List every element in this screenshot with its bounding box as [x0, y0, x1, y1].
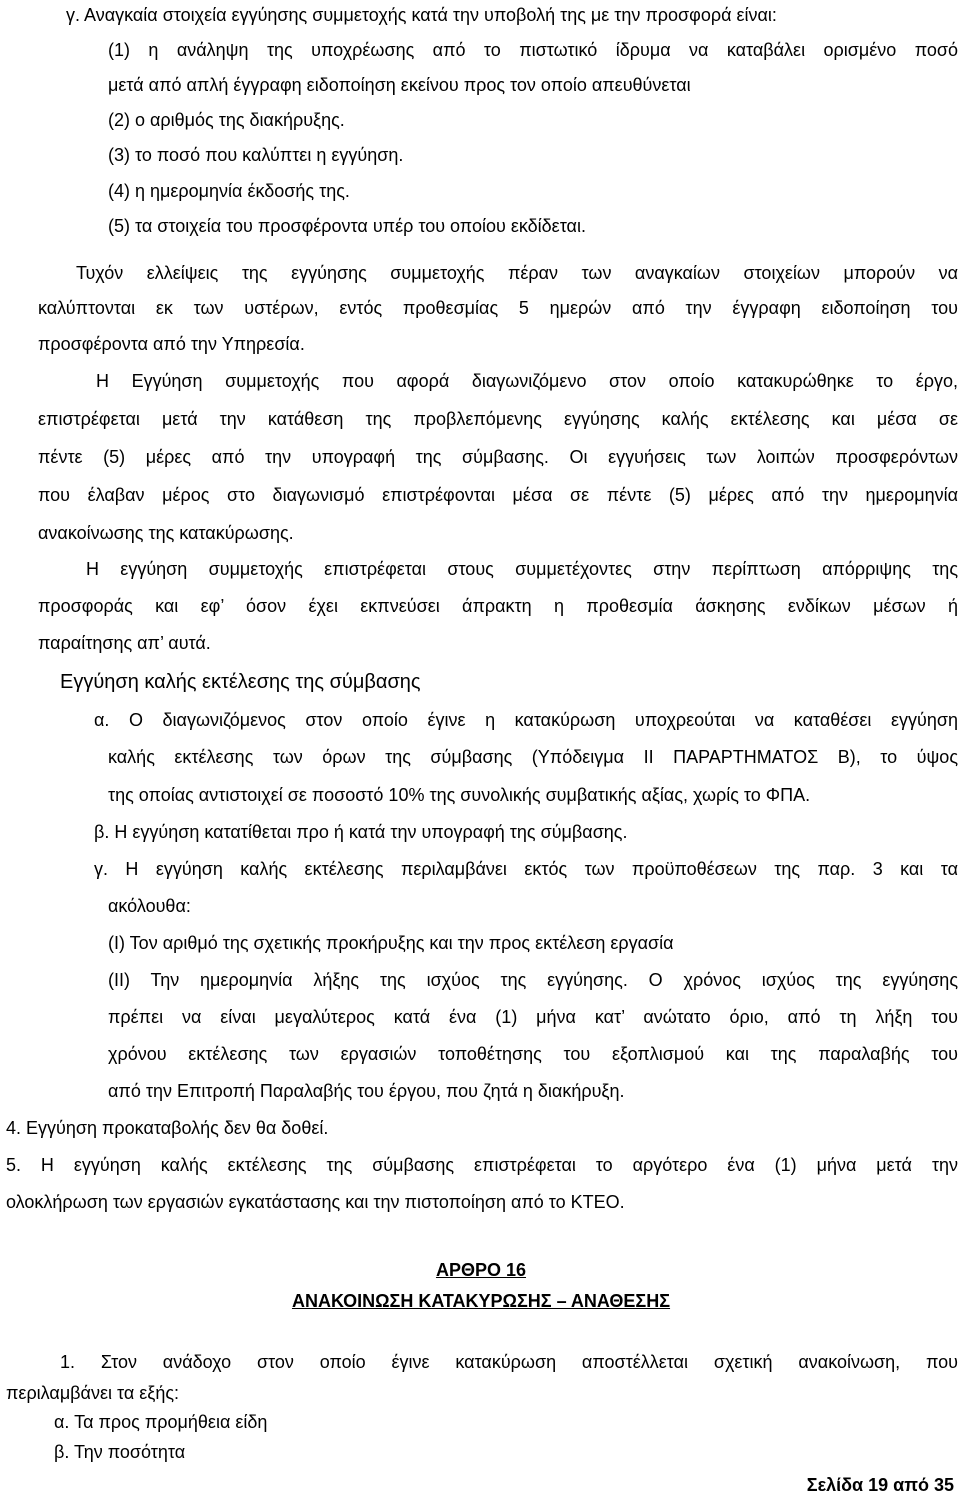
- text-line: (5) τα στοιχεία του προσφέροντα υπέρ του οποίου εκδίδεται.: [108, 216, 586, 236]
- text-line: προσφοράς και εφ’ όσον έχει εκπνεύσει άπρακτη η προθεσμία άσκησης ενδίκων μέσων ή: [38, 596, 958, 616]
- list-item: β. Την ποσότητα: [54, 1442, 186, 1462]
- text-line: 5. Η εγγύηση καλής εκτέλεσης της σύμβασης επιστρέφεται το αργότερο ένα (1) μήνα μετά την: [6, 1155, 958, 1175]
- text-line: (3) το ποσό που καλύπτει η εγγύηση.: [108, 145, 404, 165]
- list-item: α. Τα προς προμήθεια είδη: [54, 1412, 268, 1432]
- article-number: ΑΡΘΡΟ 16: [435, 1260, 527, 1280]
- text-line: (ΙΙ) Την ημερομηνία λήξης της ισχύος της εγγύησης. Ο χρόνος ισχύος της εγγύησης: [108, 970, 958, 990]
- text-line: από την Επιτροπή Παραλαβής του έργου, που ζητά η διακήρυξη.: [108, 1081, 625, 1101]
- text-line: ακόλουθα:: [108, 896, 191, 916]
- section-heading: Εγγύηση καλής εκτέλεσης της σύμβασης: [60, 671, 421, 693]
- text-line: περιλαμβάνει τα εξής:: [6, 1383, 180, 1403]
- text-line: γ. Αναγκαία στοιχεία εγγύησης συμμετοχής κατά την υποβολή της με την προσφορά είναι:: [66, 5, 777, 25]
- text-line: β. Η εγγύηση κατατίθεται προ ή κατά την υπογραφή της σύμβασης.: [94, 822, 628, 842]
- text-line: ολοκλήρωση των εργασιών εγκατάστασης και την πιστοποίηση από το ΚΤΕΟ.: [6, 1192, 625, 1212]
- text-line: (2) ο αριθμός της διακήρυξης.: [108, 110, 345, 130]
- text-line: της οποίας αντιστοιχεί σε ποσοστό 10% της συνολικής συμβατικής αξίας, χωρίς το ΦΠΑ.: [108, 785, 811, 805]
- text-line: πρέπει να είναι μεγαλύτερος κατά ένα (1) μήνα κατ’ ανώτατο όριο, από τη λήξη του: [108, 1007, 958, 1027]
- article-title: ΑΝΑΚΟΙΝΩΣΗ ΚΑΤΑΚΥΡΩΣΗΣ – ΑΝΑΘΕΣΗΣ: [291, 1291, 671, 1311]
- text-line: μετά από απλή έγγραφη ειδοποίηση εκείνου προς τον οποίο απευθύνεται: [108, 75, 691, 95]
- text-line: Η εγγύηση συμμετοχής επιστρέφεται στους συμμετέχοντες στην περίπτωση απόρριψης της: [86, 559, 958, 579]
- text-line: χρόνου εκτέλεσης των εργασιών τοποθέτησης του εξοπλισμού και της παραλαβής του: [108, 1044, 958, 1064]
- text-line: 4. Εγγύηση προκαταβολής δεν θα δοθεί.: [6, 1118, 329, 1138]
- text-line: (1) η ανάληψη της υποχρέωσης από το πιστωτικό ίδρυμα να καταβάλει ορισμένο ποσό: [108, 40, 958, 60]
- page-number: Σελίδα 19 από 35: [806, 1475, 954, 1495]
- text-line: ανακοίνωσης της κατακύρωσης.: [38, 523, 294, 543]
- text-line: επιστρέφεται μετά την κατάθεση της προβλεπόμενης εγγύησης καλής εκτέλεσης και μέσα σε: [38, 409, 958, 429]
- text-line: γ. Η εγγύηση καλής εκτέλεσης περιλαμβάνει εκτός των προϋποθέσεων της παρ. 3 και τα: [94, 859, 958, 879]
- text-line: καλύπτονται εκ των υστέρων, εντός προθεσμίας 5 ημερών από την έγγραφη ειδοποίηση του: [38, 298, 958, 318]
- text-line: προσφέροντα από την Υπηρεσία.: [38, 334, 305, 354]
- text-line: που έλαβαν μέρος στο διαγωνισμό επιστρέφονται μέσα σε πέντε (5) μέρες από την ημερομηνία: [38, 485, 958, 505]
- text-line: (Ι) Τον αριθμό της σχετικής προκήρυξης και την προς εκτέλεση εργασία: [108, 933, 674, 953]
- text-line: (4) η ημερομηνία έκδοσής της.: [108, 181, 350, 201]
- text-line: α. Ο διαγωνιζόμενος στον οποίο έγινε η κατακύρωση υποχρεούται να καταθέσει εγγύηση: [94, 710, 958, 730]
- text-line: πέντε (5) μέρες από την υπογραφή της σύμβασης. Οι εγγυήσεις των λοιπών προσφερόντων: [38, 447, 958, 467]
- text-line: παραίτησης απ’ αυτά.: [38, 633, 211, 653]
- text-line: Η Εγγύηση συμμετοχής που αφορά διαγωνιζόμενο στον οποίο κατακυρώθηκε το έργο,: [96, 371, 958, 391]
- text-line: Τυχόν ελλείψεις της εγγύησης συμμετοχής πέραν των αναγκαίων στοιχείων μπορούν να: [76, 263, 958, 283]
- text-line: καλής εκτέλεσης των όρων της σύμβασης (Υπόδειγμα ΙΙ ΠΑΡΑΡΤΗΜΑΤΟΣ Β), το ύψος: [108, 747, 958, 767]
- text-line: 1. Στον ανάδοχο στον οποίο έγινε κατακύρωση αποστέλλεται σχετική ανακοίνωση, που: [60, 1352, 958, 1372]
